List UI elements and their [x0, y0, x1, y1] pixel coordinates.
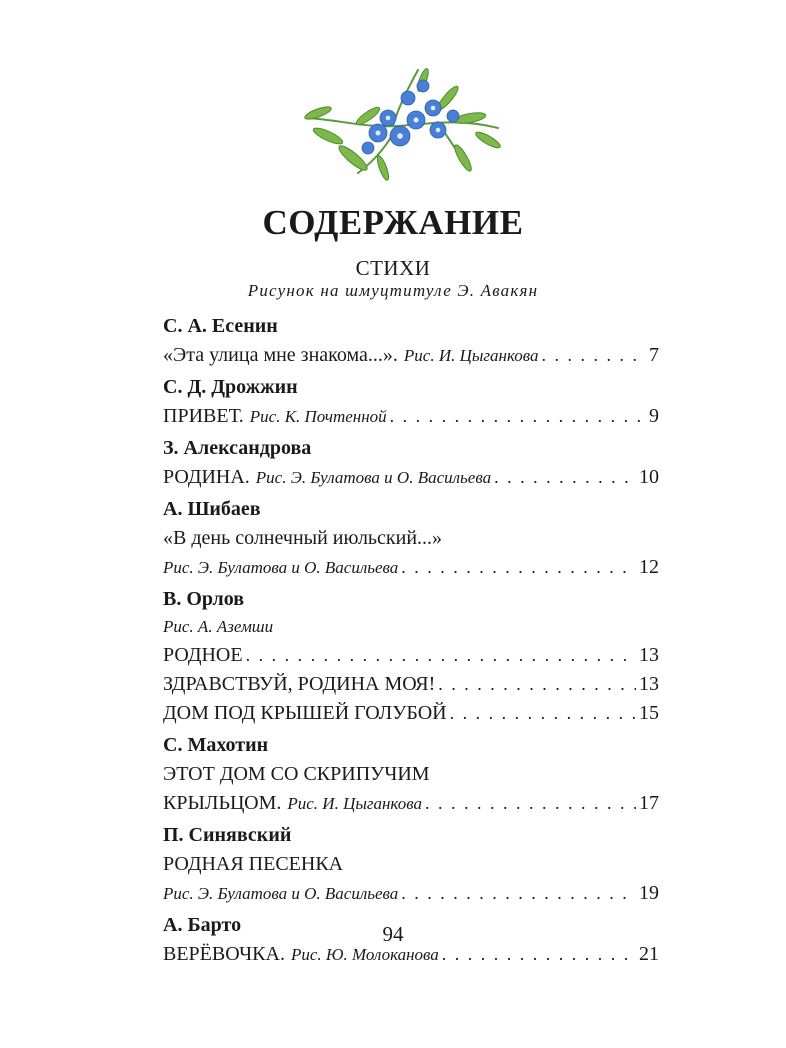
toc-author: С. А. Есенин — [163, 315, 278, 337]
toc-entry-credit: Рис. Э. Булатова и О. Васильева — [163, 558, 399, 577]
toc-entry[interactable] — [163, 789, 659, 818]
toc-entry[interactable] — [163, 341, 659, 370]
toc-entry-title: КРЫЛЬЦОМ. — [163, 792, 282, 814]
toc-author: С. Д. Дрожжин — [163, 376, 298, 398]
toc-author: В. Орлов — [163, 588, 245, 610]
toc-page-number: 13 — [639, 673, 659, 695]
toc-entry-title-line: РОДНАЯ ПЕСЕНКА — [163, 853, 344, 875]
leader-dots — [425, 789, 636, 817]
leader-dots — [401, 553, 636, 581]
toc-page-number: 13 — [639, 644, 659, 666]
table-of-contents — [163, 313, 659, 969]
forget-me-not-flowers-icon — [298, 58, 508, 188]
toc-entry-credit: Рис. И. Цыганкова — [403, 346, 539, 365]
toc-entry-credit: Рис. К. Почтенной — [249, 407, 387, 426]
leader-dots — [438, 670, 636, 698]
toc-page-number: 21 — [639, 943, 659, 965]
toc-page-number: 10 — [639, 466, 659, 488]
toc-author: А. Шибаев — [163, 498, 261, 520]
toc-page-number: 7 — [649, 344, 659, 366]
toc-entry-title: ВЕРЁВОЧКА. — [163, 943, 285, 965]
toc-entry-title: ПРИВЕТ. — [163, 405, 244, 427]
toc-entry[interactable] — [163, 402, 659, 431]
toc-author: А. Барто — [163, 914, 242, 936]
toc-entry[interactable] — [163, 879, 659, 908]
toc-entry[interactable] — [163, 641, 659, 670]
toc-entry[interactable] — [163, 553, 659, 582]
toc-entry-credit: Рис. Э. Булатова и О. Васильева — [163, 884, 399, 903]
leader-dots — [542, 341, 646, 369]
toc-page-number: 19 — [639, 882, 659, 904]
toc-page-number: 15 — [639, 702, 659, 724]
toc-author: З. Александрова — [163, 437, 312, 459]
toc-entry-credit: Рис. И. Цыганкова — [287, 794, 422, 813]
toc-author: С. Махотин — [163, 734, 269, 756]
section-illustration-credit: Рисунок на шмуцтитуле Э. Авакян — [247, 281, 539, 300]
toc-page-number: 12 — [639, 556, 659, 578]
toc-page-number: 17 — [639, 792, 659, 814]
toc-entry-credit: Рис. Ю. Молоканова — [290, 945, 439, 964]
toc-illustrator-credit: Рис. А. Аземши — [163, 617, 274, 636]
toc-entry-credit: Рис. Э. Булатова и О. Васильева — [255, 468, 492, 487]
leader-dots — [494, 463, 636, 491]
toc-entry-title: «Эта улица мне знакома...». — [163, 344, 398, 366]
toc-entry-title-line: «В день солнечный июльский...» — [163, 527, 443, 549]
section-heading: СТИХИ — [355, 256, 431, 280]
leader-dots — [450, 699, 636, 727]
toc-page-number: 9 — [649, 405, 659, 427]
leader-dots — [246, 641, 636, 669]
toc-entry[interactable] — [163, 699, 659, 728]
page-number: 94 — [382, 922, 404, 946]
toc-entry-title-line: ЭТОТ ДОМ СО СКРИПУЧИМ — [163, 763, 430, 785]
toc-entry-title: ДОМ ПОД КРЫШЕЙ ГОЛУБОЙ — [163, 702, 447, 724]
leader-dots — [390, 402, 646, 430]
page-title: СОДЕРЖАНИЕ — [262, 203, 524, 242]
toc-entry[interactable] — [163, 463, 659, 492]
toc-entry-title: ЗДРАВСТВУЙ, РОДИНА МОЯ! — [163, 673, 436, 695]
toc-entry[interactable] — [163, 670, 659, 699]
toc-entry-title: РОДНОЕ — [163, 644, 243, 666]
toc-entry-title: РОДИНА. — [163, 466, 250, 488]
leader-dots — [401, 879, 636, 907]
toc-author: П. Синявский — [163, 824, 292, 846]
